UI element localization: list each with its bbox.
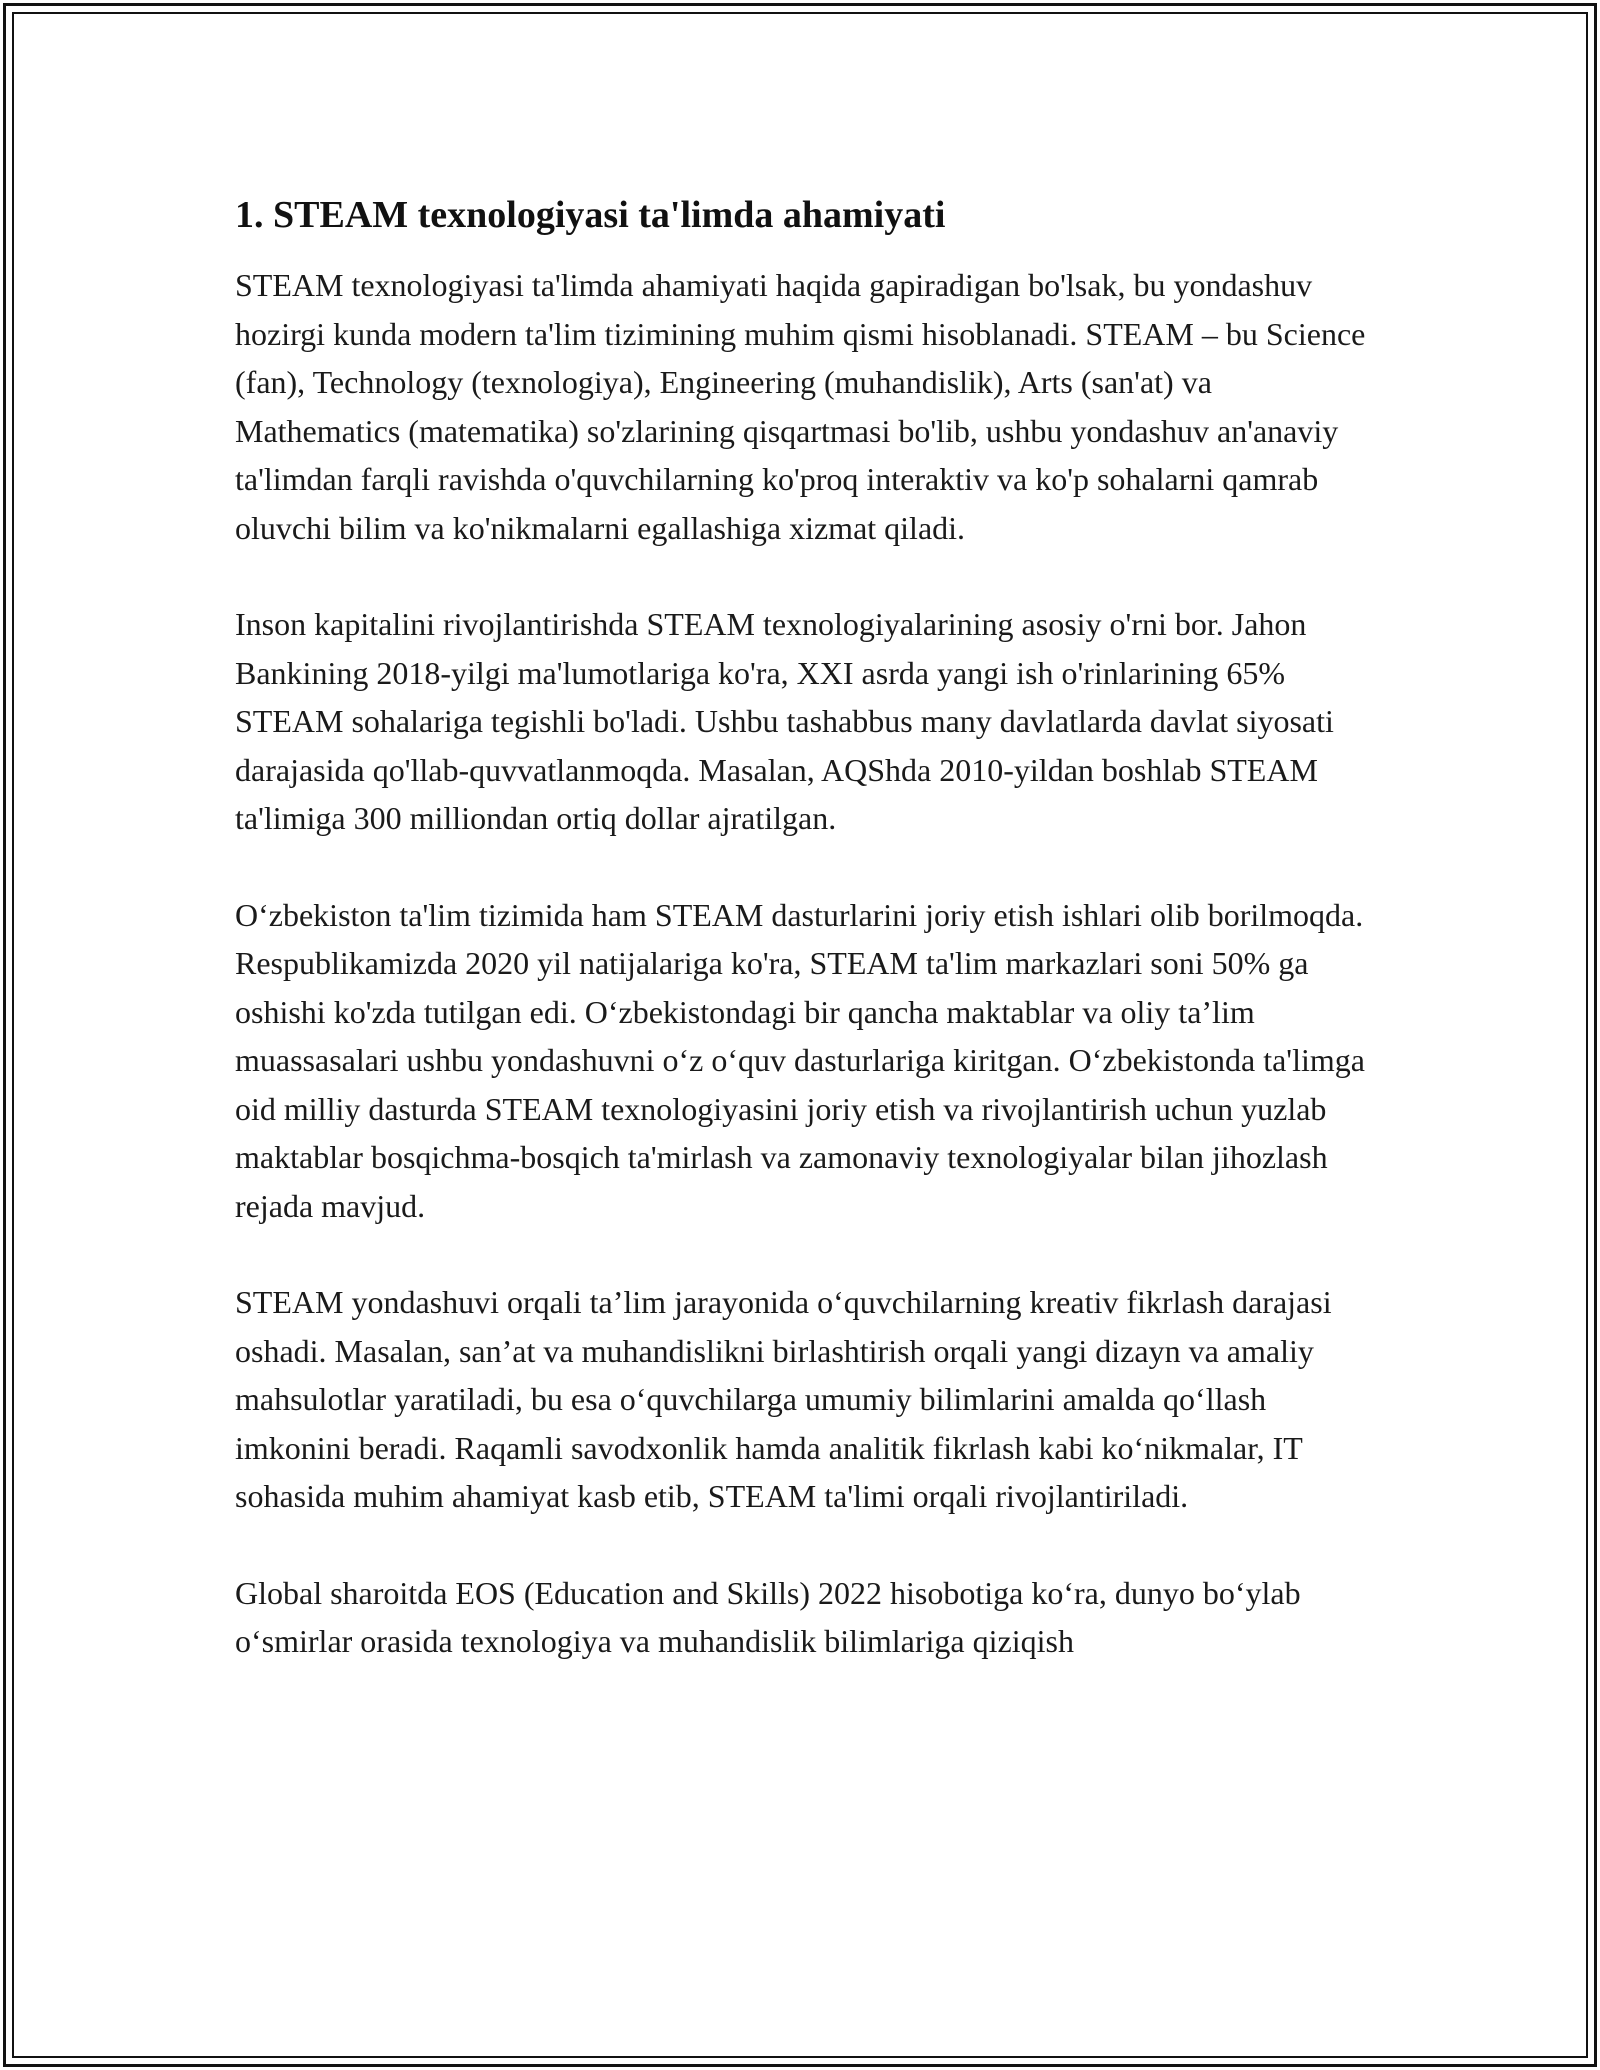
paragraph-global-report: Global sharoitda EOS (Education and Skills) 2022 hisobotiga ko‘ra, dunyo bo‘ylab o‘smirlar orasida texnologiya va muhandislik bilimlariga qiziqish bbox=[235, 1574, 1301, 1659]
paragraph-human-capital: Inson kapitalini rivojlantirishda STEAM texnologiyalarining asosiy o'rni bor. Jahon Bankining 2018-yilgi ma'lumotlariga ko'ra, XXI asrda yangi ish o'rinlarining 65% STEAM sohalariga tegishli bo'ladi. Ushbu tashabbus many davlatlarda davlat siyosati darajasida qo'llab-quvvatlanmoqda. Masalan, AQShda 2010-yildan boshlab STEAM ta'limiga 300 milliondan ortiq dollar ajratilgan. bbox=[235, 606, 1334, 836]
document-body bbox=[235, 185, 1375, 1714]
paragraph-creative-thinking: STEAM yondashuvi orqali ta’lim jarayonida o‘quvchilarning kreativ fikrlash darajasi oshadi. Masalan, san’at va muhandislikni birlashtirish orqali yangi dizayn va amaliy mahsulotlar yaratiladi, bu esa o‘quvchilarga umumiy bilimlarini amalda qo‘llash imkonini beradi. Raqamli savodxonlik hamda analitik fikrlash kabi ko‘nikmalar, IT sohasida muhim ahamiyat kasb etib, STEAM ta'limi orqali rivojlantiriladi. bbox=[235, 1284, 1332, 1514]
section-heading: 1. STEAM texnologiyasi ta'limda ahamiyati bbox=[235, 194, 946, 236]
paragraph-uzbekistan: O‘zbekiston ta'lim tizimida ham STEAM dasturlarini joriy etish ishlari olib borilmoqda. Respublikamizda 2020 yil natijalariga ko'ra, STEAM ta'lim markazlari soni 50% ga oshishi ko'zda tutilgan edi. O‘zbekistondagi bir qancha maktablar va oliy ta’lim muassasalari ushbu yondashuvni o‘z o‘quv dasturlariga kiritgan. O‘zbekistonda ta'limga oid milliy dasturda STEAM texnologiyasini joriy etish va rivojlantirish uchun yuzlab maktablar bosqichma-bosqich ta'mirlash va zamonaviy texnologiyalar bilan jihozlash rejada mavjud. bbox=[235, 896, 1365, 1224]
paragraph-steam-definition: STEAM texnologiyasi ta'limda ahamiyati haqida gapiradigan bo'lsak, bu yondashuv hozirgi kunda modern ta'lim tizimining muhim qismi hisoblanadi. STEAM – bu Science (fan), Technology (texnologiya), Engineering (muhandislik), Arts (san'at) va Mathematics (matematika) so'zlarining qisqartmasi bo'lib, ushbu yondashuv an'anaviy ta'limdan farqli ravishda o'quvchilarning ko'proq interaktiv va ko'p sohalarni qamrab oluvchi bilim va ko'nikmalarni egallashiga xizmat qiladi. bbox=[235, 267, 1366, 546]
